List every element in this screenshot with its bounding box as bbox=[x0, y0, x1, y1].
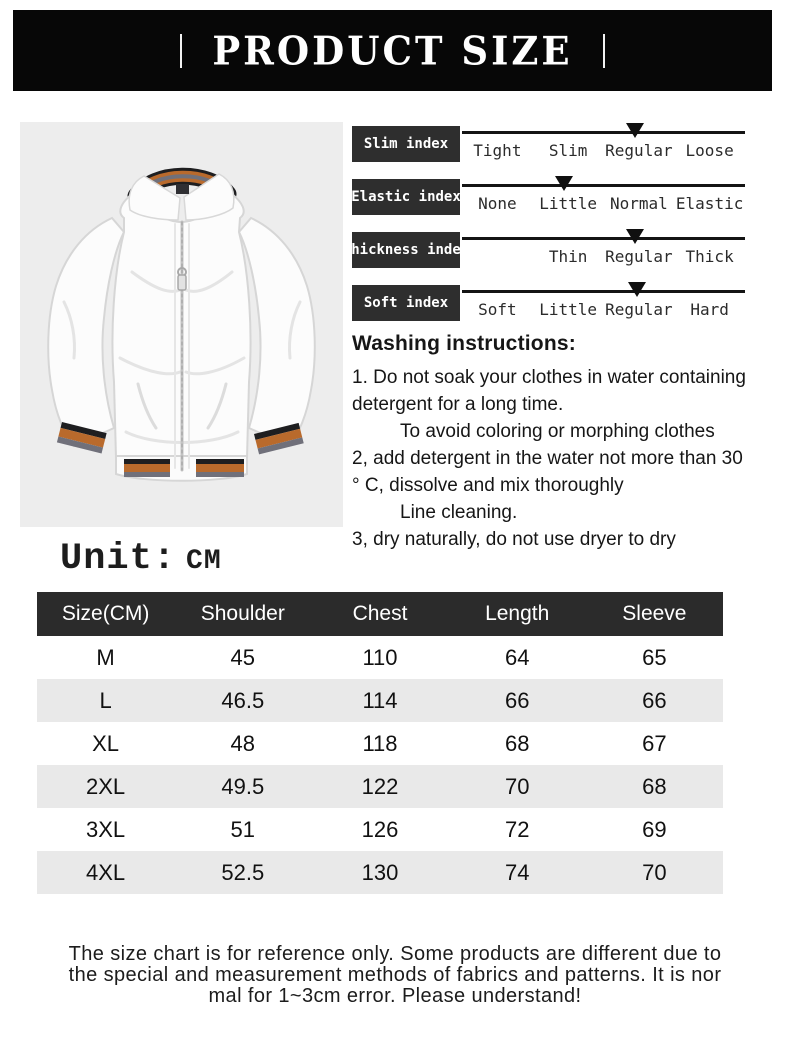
column-header: Chest bbox=[352, 602, 408, 625]
index-option: Thick bbox=[685, 247, 734, 266]
table-cell: 51 bbox=[230, 816, 256, 842]
washing-lines bbox=[352, 364, 770, 553]
washing-line: ° C, dissolve and mix thoroughly bbox=[352, 475, 624, 496]
index-row bbox=[352, 123, 772, 176]
table-cell: 70 bbox=[504, 773, 530, 799]
unit-value: CM bbox=[186, 546, 222, 577]
table-cell: 52.5 bbox=[221, 859, 265, 885]
footer-line: the special and measurement methods of fabrics and patterns. It is nor bbox=[68, 964, 722, 986]
index-option: Regular bbox=[605, 141, 673, 160]
table-cell: 68 bbox=[504, 730, 530, 756]
index-option: Soft bbox=[478, 300, 517, 319]
index-row bbox=[352, 282, 772, 335]
index-option: Regular bbox=[605, 300, 673, 319]
table-cell: 4XL bbox=[86, 859, 126, 885]
table-cell: 70 bbox=[642, 859, 667, 885]
footer-line: The size chart is for reference only. Some products are different due to bbox=[68, 943, 722, 965]
washing-line: Line cleaning. bbox=[400, 502, 518, 523]
index-option: Little bbox=[539, 300, 598, 319]
index-option: Elastic bbox=[675, 194, 744, 213]
column-header: Sleeve bbox=[622, 602, 687, 625]
table-cell: 65 bbox=[642, 644, 667, 670]
washing-line: To avoid coloring or morphing clothes bbox=[400, 421, 715, 442]
page-title: PRODUCT SIZE bbox=[212, 27, 573, 74]
washing-title: Washing instructions: bbox=[352, 332, 576, 355]
index-option: Thin bbox=[548, 247, 588, 266]
index-label: Thickness index bbox=[352, 232, 460, 268]
table-cell: 68 bbox=[642, 773, 667, 799]
arrow-marker-icon bbox=[626, 123, 644, 138]
index-options bbox=[462, 194, 745, 213]
table-cell: 45 bbox=[230, 644, 256, 670]
table-row bbox=[37, 765, 723, 808]
index-option: Regular bbox=[605, 247, 673, 266]
footer-line: mal for 1~3cm error. Please understand! bbox=[208, 985, 582, 1007]
table-cell: 72 bbox=[504, 816, 530, 842]
table-cell: 3XL bbox=[86, 816, 126, 842]
table-cell: 64 bbox=[504, 644, 530, 670]
index-options bbox=[462, 300, 745, 319]
column-header: Size(CM) bbox=[61, 602, 150, 625]
size-table bbox=[37, 592, 723, 894]
index-label: Slim index bbox=[352, 126, 460, 162]
arrow-marker-icon bbox=[555, 176, 573, 191]
table-row bbox=[37, 679, 723, 722]
washing-line: 1. Do not soak your clothes in water containing bbox=[352, 367, 746, 388]
table-cell: 130 bbox=[361, 859, 399, 885]
index-option: Little bbox=[539, 194, 598, 213]
arrow-marker-icon bbox=[628, 282, 646, 297]
index-option: Tight bbox=[473, 141, 522, 160]
table-cell: XL bbox=[92, 730, 120, 756]
index-option: None bbox=[478, 194, 517, 213]
footer-note bbox=[0, 944, 790, 1007]
index-option: Loose bbox=[685, 141, 734, 160]
washing-line: 2, add detergent in the water not more than 30 bbox=[352, 448, 743, 469]
index-row bbox=[352, 176, 772, 229]
index-section bbox=[342, 123, 772, 335]
table-row bbox=[37, 808, 723, 851]
column-header: Shoulder bbox=[200, 602, 285, 625]
index-row bbox=[342, 229, 772, 282]
product-photo bbox=[20, 122, 343, 527]
index-option: Slim bbox=[548, 141, 588, 160]
column-header: Length bbox=[485, 602, 550, 625]
unit-label: Unit: bbox=[60, 538, 177, 580]
table-cell: L bbox=[99, 687, 112, 713]
table-cell: 114 bbox=[362, 687, 398, 713]
table-row bbox=[37, 851, 723, 894]
index-scale bbox=[462, 237, 745, 266]
table-cell: 66 bbox=[642, 687, 667, 713]
table-cell: 74 bbox=[504, 859, 530, 885]
banner-right-bar bbox=[603, 34, 605, 68]
table-row bbox=[37, 722, 723, 765]
table-row bbox=[37, 636, 723, 679]
index-scale bbox=[462, 184, 745, 213]
size-table-body bbox=[37, 636, 723, 894]
arrow-marker-icon bbox=[626, 229, 644, 244]
unit-note bbox=[60, 538, 222, 580]
index-scale bbox=[462, 290, 745, 319]
table-cell: 46.5 bbox=[221, 687, 265, 713]
table-cell: 49.5 bbox=[221, 773, 265, 799]
washing-line: detergent for a long time. bbox=[352, 394, 564, 415]
table-cell: 66 bbox=[504, 687, 530, 713]
index-options bbox=[462, 247, 745, 266]
washing-instructions bbox=[352, 332, 770, 553]
jacket-illustration bbox=[20, 122, 343, 527]
index-options bbox=[462, 141, 745, 160]
index-option: Normal bbox=[609, 194, 668, 213]
size-table-header bbox=[37, 592, 723, 636]
table-cell: M bbox=[96, 644, 115, 670]
banner-left-bar bbox=[180, 34, 182, 68]
table-cell: 2XL bbox=[86, 773, 126, 799]
index-label: Soft index bbox=[352, 285, 460, 321]
table-cell: 48 bbox=[230, 730, 256, 756]
table-cell: 122 bbox=[361, 773, 399, 799]
table-cell: 126 bbox=[361, 816, 399, 842]
index-scale bbox=[462, 131, 745, 160]
table-cell: 118 bbox=[362, 730, 398, 756]
index-option: Hard bbox=[690, 300, 729, 319]
table-cell: 69 bbox=[642, 816, 667, 842]
index-label: Elastic index bbox=[352, 179, 460, 215]
table-cell: 67 bbox=[642, 730, 667, 756]
table-cell: 110 bbox=[362, 644, 398, 670]
washing-line: 3, dry naturally, do not use dryer to dry bbox=[352, 529, 676, 550]
banner bbox=[13, 10, 772, 91]
